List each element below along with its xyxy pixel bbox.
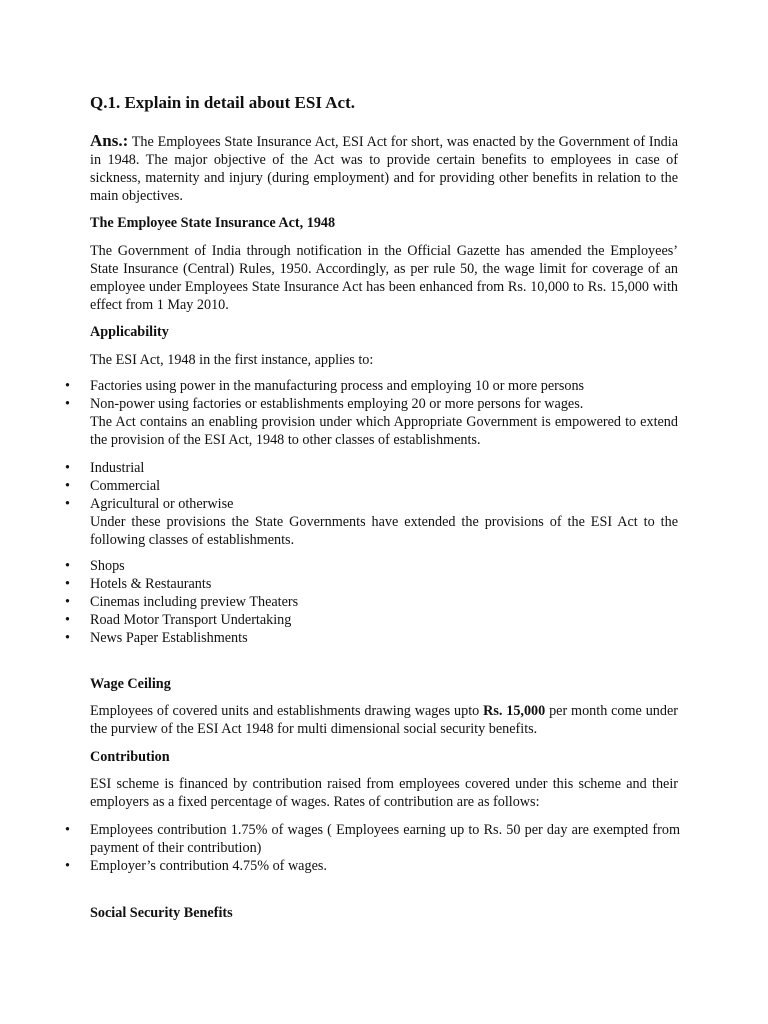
- list-item: • Factories using power in the manufacturing process and employing 10 or more persons: [90, 377, 680, 395]
- section-contribution-text: ESI scheme is financed by contribution raised from employees covered under this scheme and their employers as a fixed percentage of wages. Rates of contribution are as follows:: [90, 776, 678, 810]
- section-applicability-heading: Applicability: [90, 324, 169, 340]
- list-item: • Industrial: [90, 459, 680, 477]
- answer-lead: Ans.:: [90, 131, 129, 150]
- section-social-heading: Social Security Benefits: [90, 905, 233, 921]
- answer-paragraph: [90, 132, 678, 205]
- list-item: • Road Motor Transport Undertaking: [90, 611, 680, 629]
- list-item: • Agricultural or otherwise: [90, 495, 680, 513]
- answer-text: The Employees State Insurance Act, ESI Act for short, was enacted by the Government of India in 1948. The major objective of the Act was to provide certain benefits to employees in case of sickness, maternity and injury (during employment) and for providing other benefits in relation to the main objectives.: [90, 134, 679, 204]
- section-wage-heading: Wage Ceiling: [90, 676, 171, 692]
- list-item: • Cinemas including preview Theaters: [90, 593, 680, 611]
- question-title: Q.1. Explain in detail about ESI Act.: [90, 93, 355, 112]
- list-item: • Commercial: [90, 477, 680, 495]
- list-item: • Employer’s contribution 4.75% of wages.: [90, 857, 680, 875]
- section-act-text: The Government of India through notification in the Official Gazette has amended the Employees’ State Insurance (Central) Rules, 1950. Accordingly, as per rule 50, the wage limit for coverage of an employee under Employees State Insurance Act has been enhanced from Rs. 10,000 to Rs. 15,000 with effect from 1 May 2010.: [90, 243, 678, 313]
- list-item: • Employees contribution 1.75% of wages ( Employees earning up to Rs. 50 per day are exempted from payment of their contribution): [90, 821, 680, 857]
- list-item: • Shops: [90, 557, 680, 575]
- section-act-heading: The Employee State Insurance Act, 1948: [90, 215, 336, 231]
- list-item: • News Paper Establishments: [90, 629, 680, 647]
- wage-text-after: per month come under the purview of the ESI Act 1948 for multi dimensional social security benefits.: [90, 703, 678, 737]
- section-wage-text: [90, 702, 678, 738]
- list-item: • Hotels & Restaurants: [90, 575, 680, 593]
- applicability-paragraph-2: Under these provisions the State Governments have extended the provisions of the ESI Act to the following classes of establishments.: [90, 514, 678, 548]
- wage-text-before: Employees of covered units and establishments drawing wages upto: [90, 703, 484, 719]
- list-item: • Non-power using factories or establishments employing 20 or more persons for wages.: [90, 395, 680, 413]
- wage-amount: Rs. 15,000: [483, 703, 546, 719]
- applicability-intro: The ESI Act, 1948 in the first instance, applies to:: [90, 352, 374, 368]
- section-contribution-heading: Contribution: [90, 749, 170, 765]
- applicability-paragraph-1: The Act contains an enabling provision under which Appropriate Government is empowered to extend the provision of the ESI Act, 1948 to other classes of establishments.: [90, 414, 678, 448]
